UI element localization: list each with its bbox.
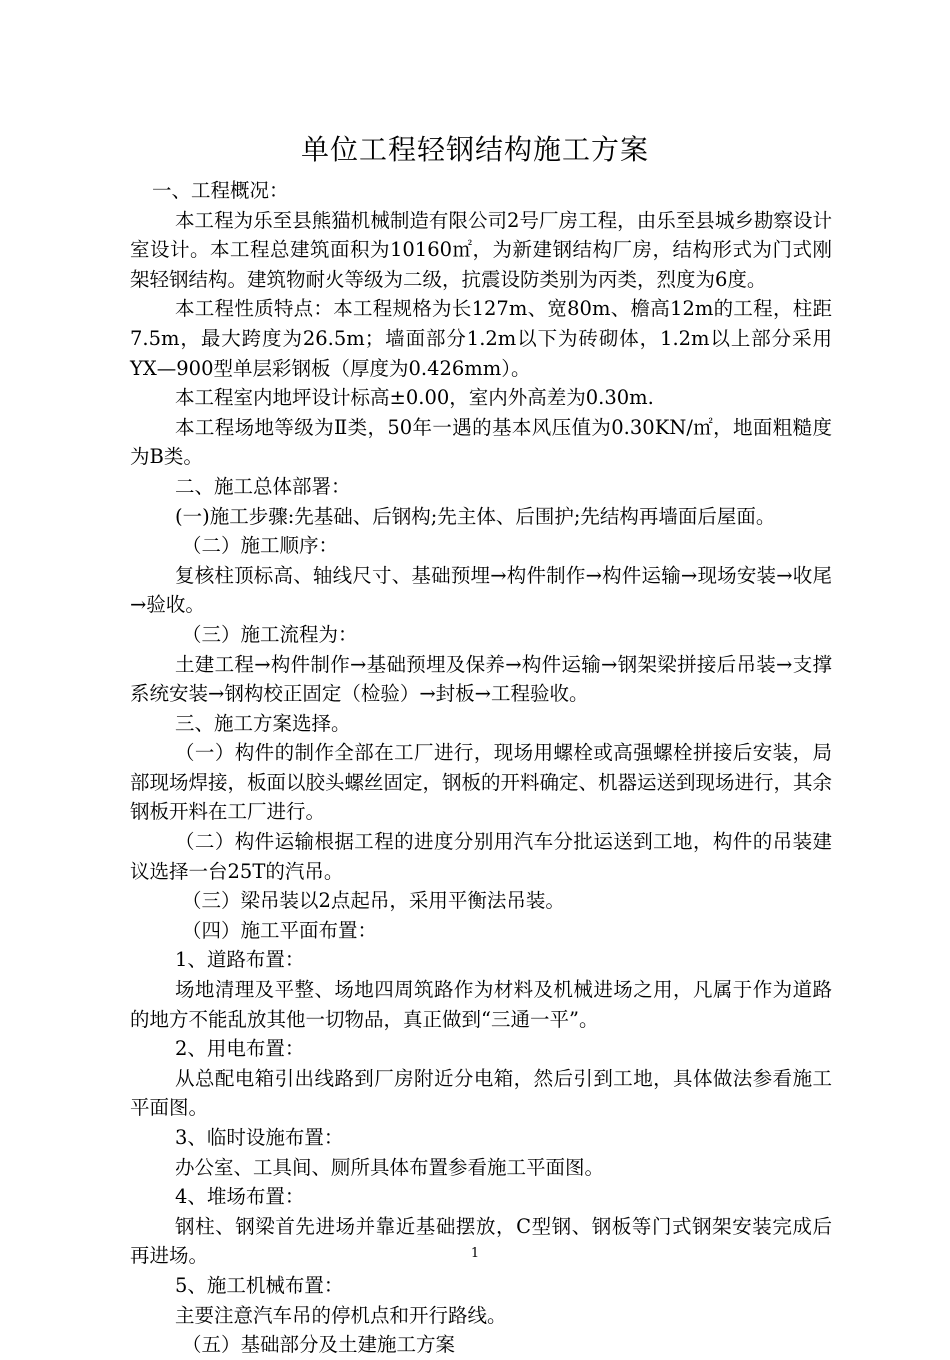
paragraph: 本工程室内地坪设计标高±0.00，室内外高差为0.30m.: [175, 386, 654, 410]
page-title: 单位工程轻钢结构施工方案: [300, 133, 649, 166]
paragraph: 三、施工方案选择。: [175, 711, 351, 735]
paragraph: 主要注意汽车吊的停机点和开行路线。: [175, 1303, 507, 1327]
paragraph: 一、工程概况：: [152, 179, 289, 202]
paragraph: 4、堆场布置：: [175, 1185, 305, 1209]
paragraph: 办公室、工具间、厕所具体布置参看施工平面图。: [175, 1155, 605, 1179]
paragraph: 场地清理及平整、场地四周筑路作为材料及机械进场之用，凡属于作为道路的地方不能乱放其他一切物品，真正做到“三通一平”。: [130, 978, 832, 1031]
paragraph: （五）基础部分及土建施工方案: [182, 1333, 456, 1357]
paragraph: （二）施工顺序：: [182, 534, 339, 558]
paragraph: (一)施工步骤:先基础、后钢构;先主体、后围护;先结构再墙面后屋面。: [175, 504, 776, 528]
document-body: [130, 176, 832, 1360]
paragraph: 复核柱顶标高、轴线尺寸、基础预埋→构件制作→构件运输→现场安装→收尾→验收。: [130, 563, 832, 617]
paragraph: 二、施工总体部署：: [175, 474, 351, 498]
paragraph: 本工程为乐至县熊猫机械制造有限公司2号厂房工程，由乐至县城乡勘察设计室设计。本工程总建筑面积为10160㎡，为新建钢结构厂房，结构形式为门式刚架轻钢结构。建筑物耐火等级为二级，抗震设防类别为丙类，烈度为6度。: [130, 208, 832, 291]
paragraph: 土建工程→构件制作→基础预埋及保养→构件运输→钢架梁拼接后吊装→支撑系统安装→钢构校正固定（检验）→封板→工程验收。: [130, 652, 832, 706]
paragraph: 5、施工机械布置：: [175, 1273, 344, 1297]
paragraph: 1、道路布置：: [175, 948, 305, 972]
paragraph: （三）施工流程为：: [182, 622, 358, 646]
paragraph: 3、临时设施布置：: [175, 1126, 344, 1149]
page-number: 1: [470, 1246, 480, 1261]
paragraph: （三）梁吊装以2点起吊，采用平衡法吊装。: [182, 889, 565, 913]
paragraph: （二）构件运输根据工程的进度分别用汽车分批运送到工地，构件的吊装建议选择一台25T的汽吊。: [130, 830, 832, 883]
paragraph: （一）构件的制作全部在工厂进行，现场用螺栓或高强螺栓拼接后安装，局部现场焊接，板面以胶头螺丝固定，钢板的开料确定、机器运送到现场进行，其余钢板开料在工厂进行。: [130, 741, 833, 824]
paragraph: 从总配电箱引出线路到厂房附近分电箱，然后引到工地，具体做法参看施工平面图。: [130, 1066, 832, 1120]
paragraph: （四）施工平面布置：: [182, 918, 378, 942]
paragraph: 钢柱、钢梁首先进场并靠近基础摆放，C型钢、钢板等门式钢架安装完成后再进场。: [130, 1214, 832, 1268]
paragraph: 本工程场地等级为Ⅱ类，50年一遇的基本风压值为0.30KN/㎡，地面粗糙度为B类。: [130, 415, 832, 469]
paragraph: 2、用电布置：: [175, 1037, 305, 1061]
paragraph: 本工程性质特点：本工程规格为长127m、宽80m、檐高12m的工程，柱距7.5m，最大跨度为26.5m；墙面部分1.2m以下为砖砌体，1.2m以上部分采用YX—900型单层彩钢板（厚度为0.426mm）。: [130, 297, 832, 380]
